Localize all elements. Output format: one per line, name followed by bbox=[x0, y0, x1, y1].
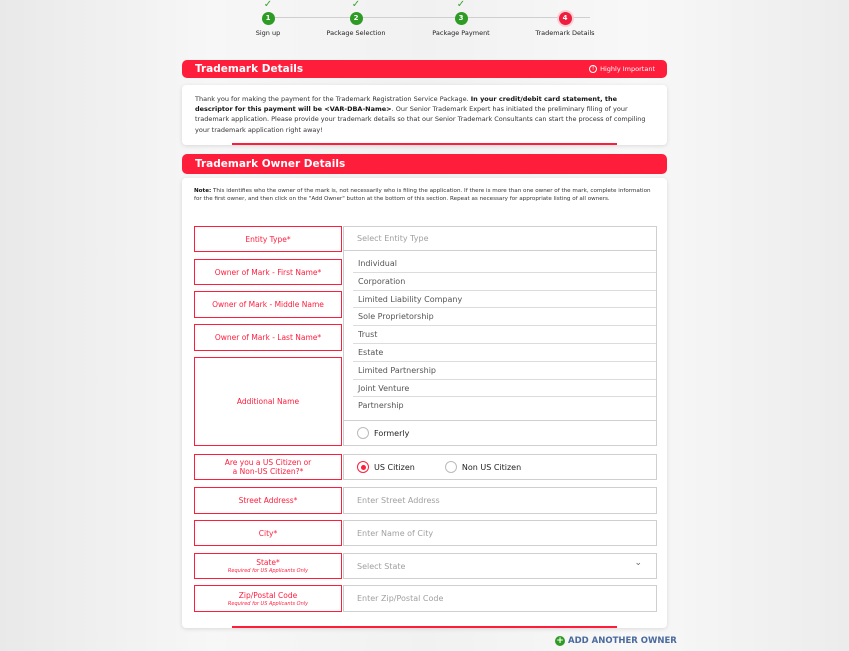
step-number: 2 bbox=[350, 12, 363, 25]
check-icon: ✓ bbox=[351, 0, 361, 10]
entity-type-options bbox=[343, 250, 657, 421]
us-citizen-radio[interactable] bbox=[357, 461, 369, 473]
owner-form-card bbox=[182, 178, 667, 628]
info-icon: ! bbox=[589, 65, 597, 73]
intro-text: Thank you for making the payment for the Trademark Registration Service Package. In your credit/debit card statement, the descriptor for this payment will be <VAR-DBA-Name>. Our Senior Trademark Expert has initiated the preliminary filing of your trademark application. Please provide your trademark details so that our Senior Trademark Consultants can start the process of compiling your trademark application right away! bbox=[195, 95, 646, 134]
state-label: State* Required for US Applicants Only bbox=[194, 553, 342, 579]
section-title: Trademark Owner Details bbox=[195, 158, 346, 170]
entity-type-select[interactable]: Select Entity Type bbox=[343, 226, 657, 251]
city-input[interactable]: Enter Name of City bbox=[343, 520, 657, 546]
step-label: Sign up bbox=[255, 29, 281, 37]
highly-important-badge[interactable]: ! Highly Important bbox=[589, 60, 655, 78]
additional-name-label: Additional Name bbox=[194, 357, 342, 446]
step-package-selection bbox=[311, 0, 401, 37]
entity-option[interactable]: Limited Partnership bbox=[353, 362, 656, 380]
section-title: Trademark Details bbox=[195, 63, 304, 75]
step-label: Package Selection bbox=[326, 29, 386, 37]
check-icon: ✓ bbox=[456, 0, 466, 10]
state-select[interactable]: Select State ⌄ bbox=[343, 553, 657, 579]
trademark-details-header bbox=[182, 60, 667, 78]
step-trademark-details bbox=[520, 0, 610, 37]
citizen-radio-group: US Citizen Non US Citizen bbox=[343, 454, 657, 480]
first-name-label: Owner of Mark - First Name* bbox=[194, 259, 342, 285]
entity-option[interactable]: Corporation bbox=[353, 273, 656, 291]
entity-option[interactable]: Joint Venture bbox=[353, 380, 656, 398]
owner-details-header bbox=[182, 154, 667, 174]
step-number: 3 bbox=[455, 12, 468, 25]
progress-stepper bbox=[230, 0, 610, 40]
card-accent bbox=[232, 143, 617, 145]
owner-note: Note: This identifies who the owner of the mark is, not necessarily who is filing the application. If there is more than one owner of the mark, complete information for the first owner, and then click on the "Add Owner" button at the bottom of this section. Repeat as necessary for appropriate listing of all owners. bbox=[194, 188, 651, 202]
card-accent bbox=[232, 626, 617, 628]
step-label: Trademark Details bbox=[535, 29, 595, 37]
entity-option[interactable]: Individual bbox=[353, 255, 656, 273]
middle-name-label: Owner of Mark - Middle Name bbox=[194, 291, 342, 318]
street-input[interactable]: Enter Street Address bbox=[343, 487, 657, 514]
plus-icon: + bbox=[556, 636, 564, 646]
step-label: Package Payment bbox=[432, 29, 490, 37]
add-another-owner-button[interactable]: + ADD ANOTHER OWNER bbox=[556, 636, 677, 646]
zip-label: Zip/Postal Code Required for US Applicants Only bbox=[194, 585, 342, 612]
last-name-label: Owner of Mark - Last Name* bbox=[194, 324, 342, 351]
step-number: 1 bbox=[262, 12, 275, 25]
step-package-payment bbox=[416, 0, 506, 37]
entity-type-label: Entity Type* bbox=[194, 226, 342, 252]
formerly-radio[interactable] bbox=[357, 427, 369, 439]
citizen-label: Are you a US Citizen or a Non-US Citizen?* bbox=[194, 454, 342, 480]
entity-option[interactable]: Sole Proprietorship bbox=[353, 308, 656, 326]
non-us-citizen-radio[interactable] bbox=[445, 461, 457, 473]
entity-option[interactable]: Limited Liability Company bbox=[353, 291, 656, 309]
zip-input[interactable]: Enter Zip/Postal Code bbox=[343, 585, 657, 612]
step-number: 4 bbox=[559, 12, 572, 25]
entity-option[interactable]: Trust bbox=[353, 326, 656, 344]
entity-option[interactable]: Estate bbox=[353, 344, 656, 362]
intro-card bbox=[182, 85, 667, 145]
chevron-down-icon: ⌄ bbox=[634, 558, 642, 568]
check-icon: ✓ bbox=[263, 0, 273, 10]
step-sign-up bbox=[223, 0, 313, 37]
city-label: City* bbox=[194, 520, 342, 546]
formerly-option[interactable]: Formerly bbox=[343, 421, 657, 446]
entity-option[interactable]: Partnership bbox=[358, 401, 404, 411]
street-label: Street Address* bbox=[194, 487, 342, 514]
